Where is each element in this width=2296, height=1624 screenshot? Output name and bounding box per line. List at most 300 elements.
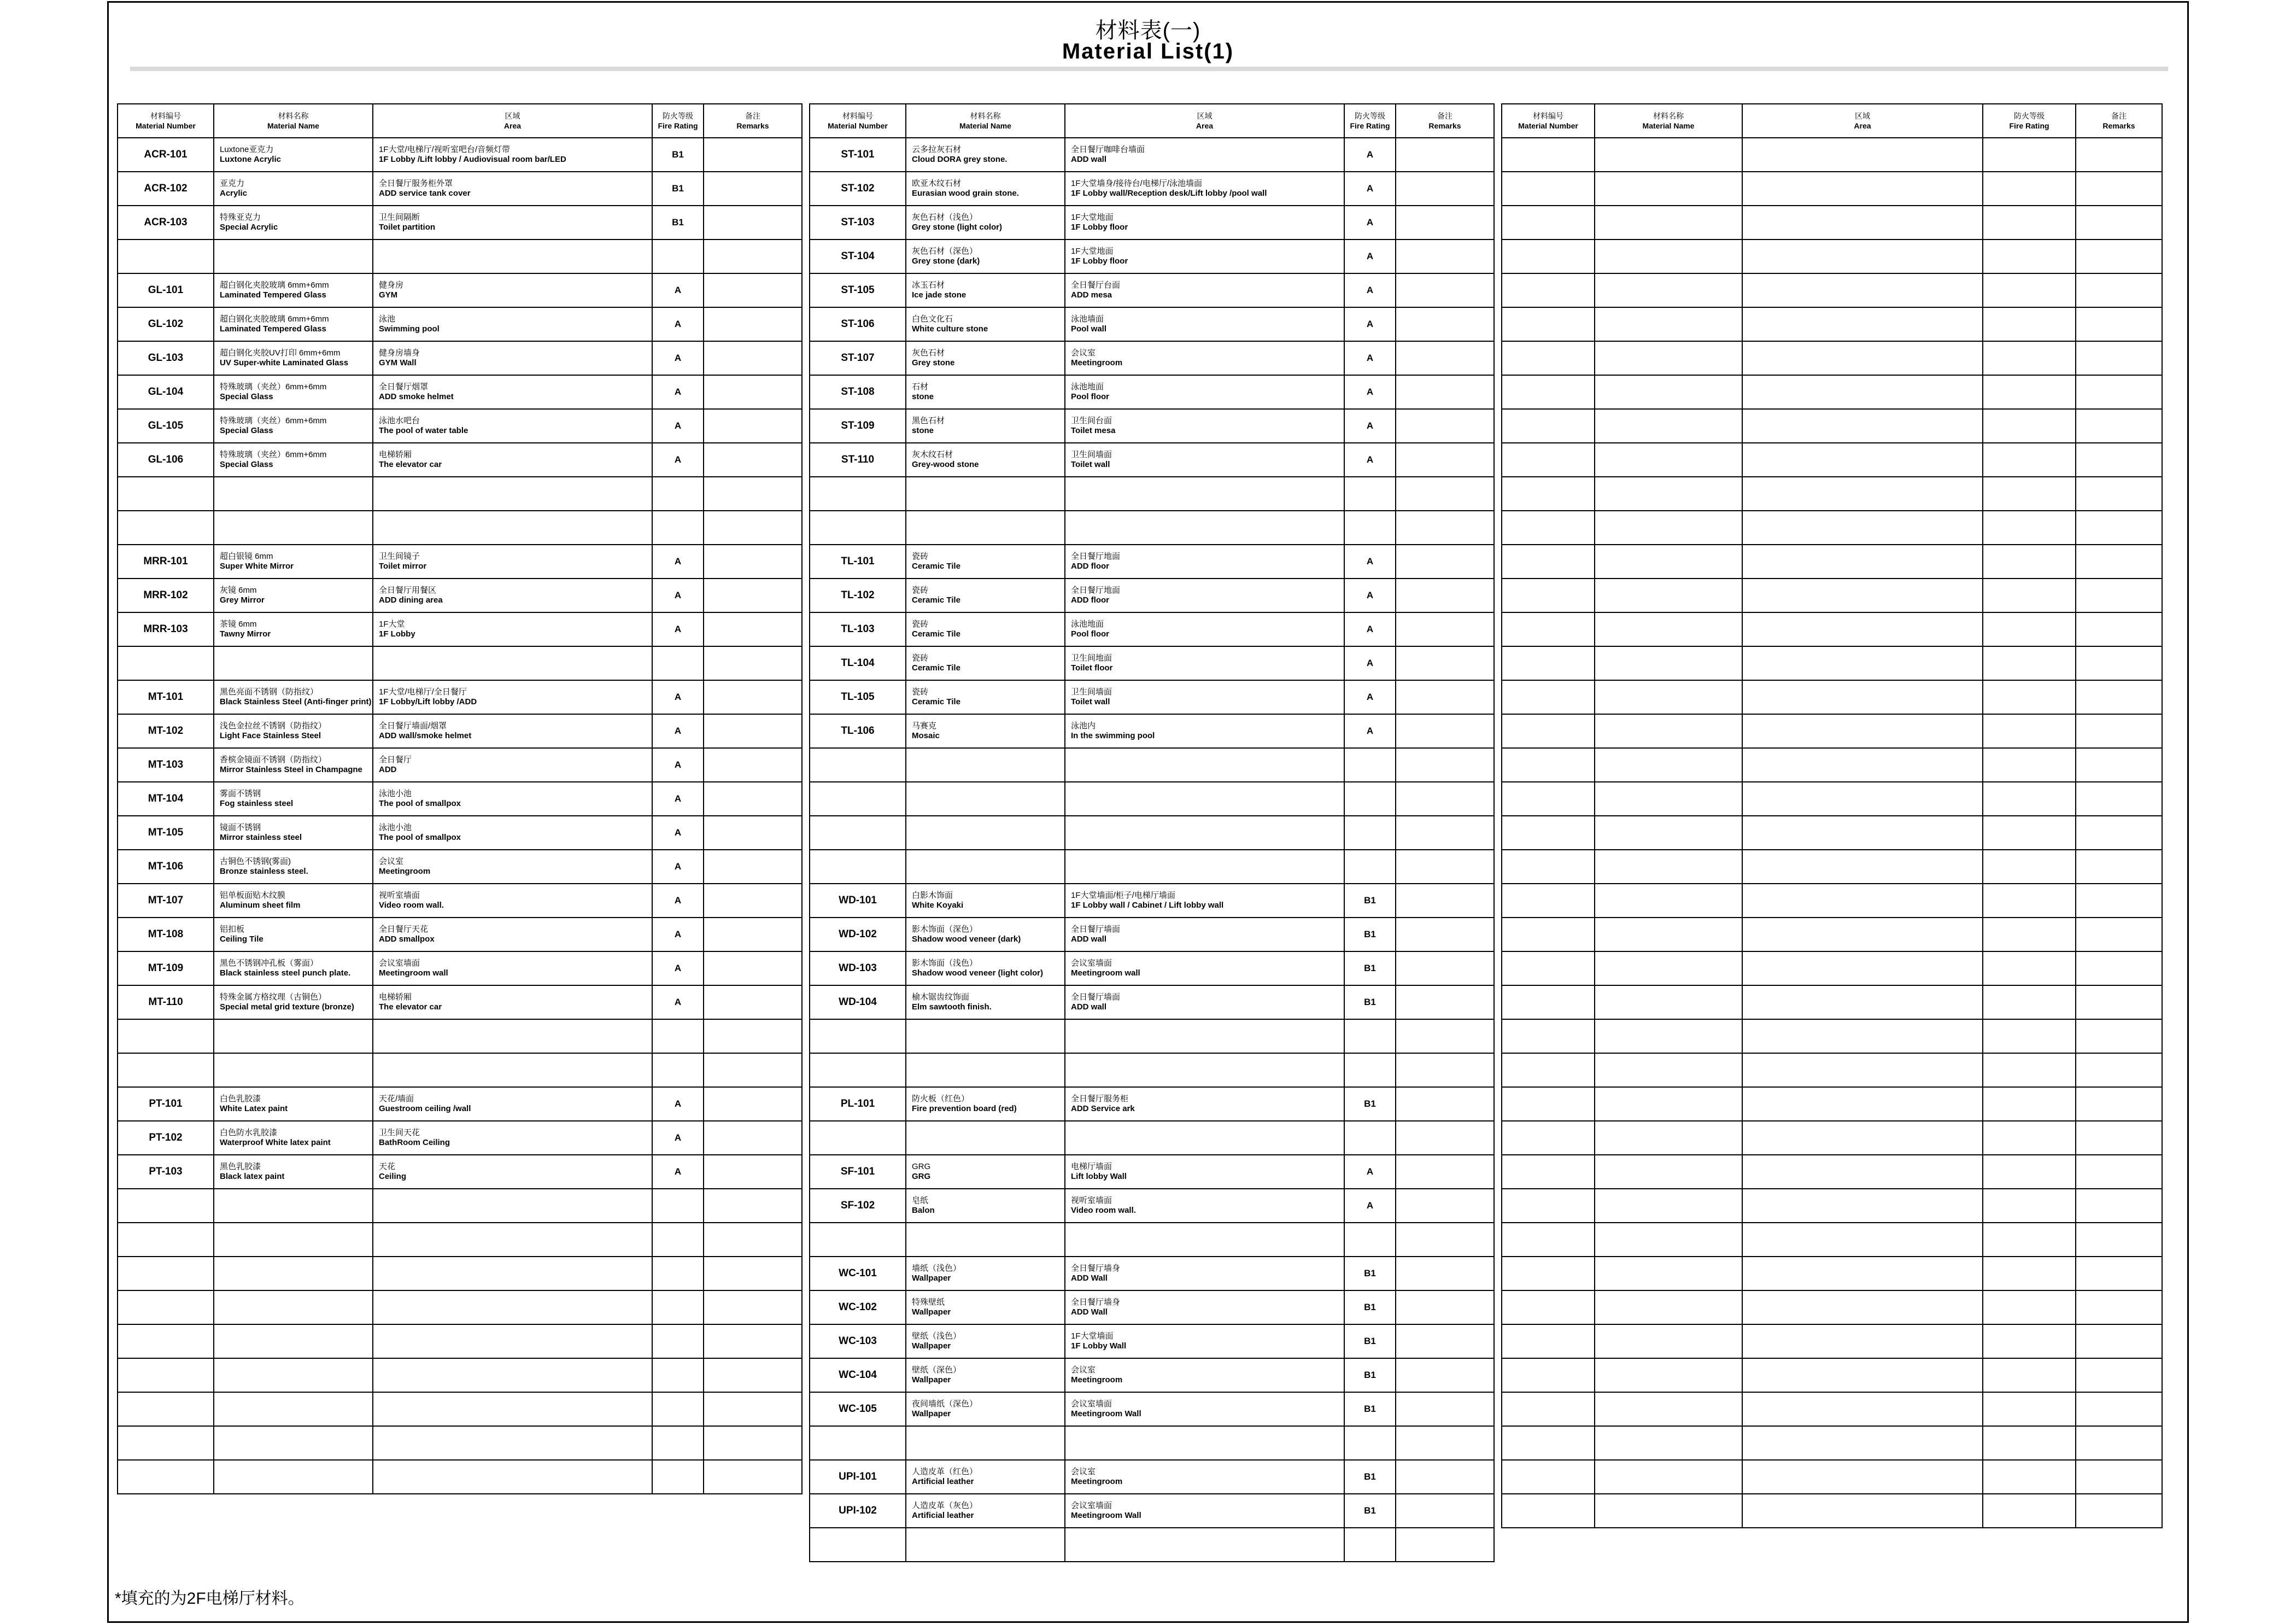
table-row xyxy=(118,443,802,477)
material-name-cell-en: Waterproof White latex paint xyxy=(220,1138,331,1147)
fire-rating-cell: B1 xyxy=(1344,1324,1396,1358)
area-cell-zh: 1F大堂墙面/柜子/电梯厅墙面 xyxy=(1071,891,1175,900)
remarks-cell xyxy=(2076,477,2162,511)
table-row xyxy=(1502,273,2162,307)
table-row xyxy=(810,714,1494,748)
remarks-cell xyxy=(704,206,802,239)
material-number-cell xyxy=(810,1019,906,1053)
material-number-cell xyxy=(1502,1460,1595,1494)
table-row xyxy=(810,1257,1494,1290)
material-name-cell-zh: 夜间墙纸（深色） xyxy=(912,1399,978,1409)
remarks-cell xyxy=(704,1223,802,1257)
material-number-cell xyxy=(1502,748,1595,782)
table-row xyxy=(1502,714,2162,748)
area-cell-zh: 会议室墙面 xyxy=(379,959,420,968)
material-name-cell-en: Laminated Tempered Glass xyxy=(220,324,326,334)
fire-rating-cell xyxy=(652,1426,704,1460)
material-name-cell xyxy=(214,884,373,918)
area-cell-en: Meetingroom xyxy=(379,867,431,876)
material-name-cell xyxy=(214,341,373,375)
fire-rating-cell: A xyxy=(652,545,704,579)
fire-rating-cell: A xyxy=(1344,172,1396,206)
area-cell xyxy=(1065,1358,1344,1392)
material-name-cell xyxy=(1595,579,1742,612)
table-row xyxy=(810,918,1494,951)
table-row xyxy=(810,409,1494,443)
material-name-cell xyxy=(214,273,373,307)
fire-rating-cell xyxy=(652,1290,704,1324)
area-cell-zh: 全日餐厅地面 xyxy=(1071,552,1121,561)
area-cell-en: Meetingroom xyxy=(1071,1375,1123,1385)
table-row xyxy=(118,1019,802,1053)
area-cell xyxy=(1065,409,1344,443)
area-cell xyxy=(373,951,652,985)
remarks-cell xyxy=(704,1290,802,1324)
material-number-cell xyxy=(118,1324,214,1358)
area-cell xyxy=(1742,1087,1983,1121)
material-number-cell: WD-101 xyxy=(810,884,906,918)
remarks-cell xyxy=(704,239,802,273)
table-row xyxy=(810,1426,1494,1460)
fire-rating-cell xyxy=(1983,409,2076,443)
table-row xyxy=(1502,443,2162,477)
material-name-cell xyxy=(906,1494,1065,1528)
fire-rating-cell xyxy=(1983,1053,2076,1087)
fire-rating-cell: A xyxy=(652,579,704,612)
material-number-cell xyxy=(1502,138,1595,172)
area-cell-zh: 卫生间镜子 xyxy=(379,552,420,561)
material-number-cell xyxy=(810,1223,906,1257)
area-cell-en: Toilet mesa xyxy=(1071,426,1116,435)
area-cell xyxy=(373,138,652,172)
remarks-cell xyxy=(1396,850,1494,884)
material-name-cell-en: Wallpaper xyxy=(912,1274,951,1283)
header-remarks xyxy=(1396,104,1494,138)
area-cell-zh: 全日餐厅 xyxy=(379,755,412,764)
material-name-cell xyxy=(214,1460,373,1494)
material-table xyxy=(117,103,803,1494)
remarks-cell xyxy=(704,782,802,816)
area-cell-en: The pool of smallpox xyxy=(379,799,461,808)
fire-rating-cell xyxy=(1983,1494,2076,1528)
fire-rating-cell xyxy=(652,1019,704,1053)
material-table xyxy=(1501,103,2163,1528)
table-row xyxy=(118,138,802,172)
table-row xyxy=(118,612,802,646)
header-fire-rating xyxy=(652,104,704,138)
table-row xyxy=(118,1257,802,1290)
table-row xyxy=(810,138,1494,172)
material-number-cell: MT-104 xyxy=(118,782,214,816)
area-cell-en: ADD Wall xyxy=(1071,1274,1108,1283)
remarks-cell xyxy=(704,951,802,985)
remarks-cell xyxy=(2076,1087,2162,1121)
material-name-cell xyxy=(214,748,373,782)
material-name-cell-en: Grey stone (light color) xyxy=(912,223,1003,232)
table-row xyxy=(1502,511,2162,545)
material-name-cell xyxy=(906,850,1065,884)
material-name-cell xyxy=(906,1528,1065,1562)
area-cell-zh: 全日餐厅地面 xyxy=(1071,586,1121,595)
material-number-cell xyxy=(118,1257,214,1290)
material-name-cell xyxy=(214,579,373,612)
table-row xyxy=(118,951,802,985)
header-label-zh: 材料编号 xyxy=(150,112,181,120)
material-name-cell xyxy=(906,884,1065,918)
table-row xyxy=(118,1392,802,1426)
table-row xyxy=(1502,1426,2162,1460)
material-name-cell xyxy=(214,680,373,714)
area-cell-en: ADD service tank cover xyxy=(379,189,471,198)
header-label-zh: 材料名称 xyxy=(970,112,1001,120)
remarks-cell xyxy=(704,341,802,375)
remarks-cell xyxy=(704,1358,802,1392)
material-number-cell: UPI-102 xyxy=(810,1494,906,1528)
fire-rating-cell xyxy=(1344,1528,1396,1562)
material-name-cell-zh: 壁纸（深色） xyxy=(912,1365,962,1375)
material-number-cell xyxy=(1502,477,1595,511)
remarks-cell xyxy=(704,612,802,646)
remarks-cell xyxy=(1396,1358,1494,1392)
area-cell-en: Video room wall. xyxy=(379,901,444,910)
fire-rating-cell xyxy=(1983,206,2076,239)
remarks-cell xyxy=(1396,680,1494,714)
table-row xyxy=(810,1019,1494,1053)
material-name-cell xyxy=(1595,782,1742,816)
material-number-cell xyxy=(1502,1223,1595,1257)
fire-rating-cell: B1 xyxy=(1344,918,1396,951)
area-cell xyxy=(1742,511,1983,545)
table-row xyxy=(810,884,1494,918)
table-row xyxy=(810,951,1494,985)
fire-rating-cell xyxy=(1983,1155,2076,1189)
area-cell xyxy=(1742,307,1983,341)
table-row xyxy=(118,1087,802,1121)
material-number-cell xyxy=(118,477,214,511)
material-name-cell-zh: GRG xyxy=(912,1162,931,1171)
table-row xyxy=(1502,1257,2162,1290)
header-label-zh: 区域 xyxy=(1197,112,1213,120)
material-name-cell-zh: 超白钢化夹胶UV打印 6mm+6mm xyxy=(220,348,341,358)
material-name-cell-zh: 黑色乳胶漆 xyxy=(220,1162,261,1171)
fire-rating-cell xyxy=(652,477,704,511)
material-name-cell-zh: 雾面不锈钢 xyxy=(220,789,261,798)
material-number-cell xyxy=(810,850,906,884)
header-label-en: Material Name xyxy=(959,121,1011,130)
footnote: *填充的为2F电梯厅材料。 xyxy=(115,1590,304,1608)
area-cell xyxy=(1065,273,1344,307)
area-cell-zh: 天花 xyxy=(379,1162,396,1171)
area-cell-en: Toilet wall xyxy=(1071,697,1110,706)
material-name-cell xyxy=(214,1290,373,1324)
area-cell xyxy=(1065,646,1344,680)
fire-rating-cell: B1 xyxy=(1344,951,1396,985)
material-number-cell: MT-109 xyxy=(118,951,214,985)
material-name-cell-en: Special metal grid texture (bronze) xyxy=(220,1002,354,1012)
material-name-cell-zh: 铝单板面贴木纹膜 xyxy=(220,891,286,900)
remarks-cell xyxy=(1396,239,1494,273)
material-name-cell-zh: 壁纸（浅色） xyxy=(912,1331,962,1341)
area-cell-en: Meetingroom Wall xyxy=(1071,1409,1141,1418)
table-row xyxy=(810,172,1494,206)
remarks-cell xyxy=(2076,138,2162,172)
material-name-cell-zh: 瓷砖 xyxy=(912,653,929,663)
fire-rating-cell xyxy=(1983,1324,2076,1358)
area-cell xyxy=(1742,714,1983,748)
area-cell-en: Pool floor xyxy=(1071,629,1109,639)
fire-rating-cell: A xyxy=(652,612,704,646)
material-name-cell xyxy=(906,1460,1065,1494)
material-number-cell xyxy=(118,1392,214,1426)
material-name-cell-en: Special Glass xyxy=(220,426,273,435)
material-name-cell xyxy=(214,646,373,680)
remarks-cell xyxy=(1396,1426,1494,1460)
fire-rating-cell xyxy=(1983,1392,2076,1426)
remarks-cell xyxy=(2076,816,2162,850)
material-name-cell xyxy=(214,307,373,341)
material-number-cell: MT-107 xyxy=(118,884,214,918)
material-number-cell xyxy=(1502,918,1595,951)
table-row xyxy=(810,477,1494,511)
table-row xyxy=(810,273,1494,307)
material-number-cell: MRR-101 xyxy=(118,545,214,579)
table-row xyxy=(1502,1358,2162,1392)
remarks-cell xyxy=(2076,918,2162,951)
material-number-cell: WC-104 xyxy=(810,1358,906,1392)
area-cell xyxy=(373,341,652,375)
area-cell-en: 1F Lobby/Lift lobby /ADD xyxy=(379,697,477,706)
header-material-name xyxy=(1595,104,1742,138)
table-row xyxy=(810,816,1494,850)
table-row xyxy=(810,1460,1494,1494)
remarks-cell xyxy=(2076,341,2162,375)
material-number-cell xyxy=(1502,545,1595,579)
header-material-name xyxy=(906,104,1065,138)
material-number-cell: MRR-102 xyxy=(118,579,214,612)
remarks-cell xyxy=(1396,1189,1494,1223)
fire-rating-cell: A xyxy=(652,714,704,748)
material-number-cell xyxy=(118,511,214,545)
material-number-cell: PT-103 xyxy=(118,1155,214,1189)
table-row xyxy=(810,1528,1494,1562)
remarks-cell xyxy=(1396,1121,1494,1155)
material-name-cell-zh: 榆木锯齿纹饰面 xyxy=(912,992,970,1002)
table-row xyxy=(810,1392,1494,1426)
area-cell xyxy=(373,206,652,239)
area-cell xyxy=(1065,884,1344,918)
material-name-cell-en: White culture stone xyxy=(912,324,988,334)
area-cell xyxy=(1065,1494,1344,1528)
material-name-cell xyxy=(1595,545,1742,579)
table-row xyxy=(1502,239,2162,273)
material-number-cell xyxy=(810,748,906,782)
table-row xyxy=(1502,782,2162,816)
material-name-cell xyxy=(906,443,1065,477)
material-name-cell-zh: 特殊壁纸 xyxy=(912,1298,945,1307)
area-cell-zh: 会议室墙面 xyxy=(1071,959,1112,968)
remarks-cell xyxy=(2076,1426,2162,1460)
material-name-cell xyxy=(214,443,373,477)
fire-rating-cell: A xyxy=(652,918,704,951)
area-cell-zh: 天花/墙面 xyxy=(379,1094,414,1103)
header-material-number xyxy=(810,104,906,138)
table-row xyxy=(1502,1392,2162,1426)
table-row xyxy=(118,985,802,1019)
material-name-cell-zh: 铝扣板 xyxy=(220,925,245,934)
material-number-cell xyxy=(118,1019,214,1053)
material-name-cell-zh: 特殊玻璃（夹丝）6mm+6mm xyxy=(220,416,327,425)
area-cell xyxy=(1742,850,1983,884)
material-number-cell xyxy=(118,1460,214,1494)
material-name-cell xyxy=(1595,1019,1742,1053)
material-number-cell: ACR-103 xyxy=(118,206,214,239)
material-name-cell xyxy=(1595,612,1742,646)
fire-rating-cell: A xyxy=(1344,239,1396,273)
material-name-cell-zh: 瓷砖 xyxy=(912,620,929,629)
table-row xyxy=(1502,1087,2162,1121)
material-name-cell xyxy=(906,918,1065,951)
table-row xyxy=(1502,545,2162,579)
area-cell-zh: 泳池内 xyxy=(1071,721,1096,731)
material-number-cell: MT-110 xyxy=(118,985,214,1019)
material-name-cell xyxy=(1595,239,1742,273)
material-name-cell-en: Aluminum sheet film xyxy=(220,901,301,910)
material-name-cell xyxy=(1595,443,1742,477)
table-row xyxy=(118,511,802,545)
table-row xyxy=(810,782,1494,816)
material-name-cell xyxy=(906,1426,1065,1460)
area-cell-en: Toilet partition xyxy=(379,223,436,232)
area-cell xyxy=(1742,1257,1983,1290)
material-number-cell xyxy=(1502,985,1595,1019)
material-name-cell-en: Ceramic Tile xyxy=(912,629,960,639)
area-cell-zh: 1F大堂 xyxy=(379,620,405,629)
area-cell-zh: 会议室 xyxy=(1071,1365,1096,1375)
material-name-cell-en: Artificial leather xyxy=(912,1477,974,1486)
fire-rating-cell xyxy=(652,1460,704,1494)
material-name-cell xyxy=(906,1189,1065,1223)
remarks-cell xyxy=(704,748,802,782)
fire-rating-cell xyxy=(1983,172,2076,206)
area-cell xyxy=(1742,1290,1983,1324)
table-row xyxy=(810,511,1494,545)
table-row xyxy=(118,273,802,307)
area-cell-en: 1F Lobby wall/Reception desk/Lift lobby /pool wall xyxy=(1071,189,1267,198)
material-name-cell xyxy=(214,951,373,985)
remarks-cell xyxy=(1396,545,1494,579)
area-cell xyxy=(1065,1155,1344,1189)
remarks-cell xyxy=(2076,884,2162,918)
table-row xyxy=(810,1290,1494,1324)
remarks-cell xyxy=(2076,1019,2162,1053)
area-cell xyxy=(1742,1392,1983,1426)
table-row xyxy=(1502,307,2162,341)
material-number-cell: ST-110 xyxy=(810,443,906,477)
material-name-cell-en: Shadow wood veneer (light color) xyxy=(912,968,1044,978)
area-cell xyxy=(1065,1257,1344,1290)
header-label-en: Material Number xyxy=(136,121,196,130)
remarks-cell xyxy=(2076,985,2162,1019)
area-cell-zh: 会议室墙面 xyxy=(1071,1399,1112,1409)
material-number-cell xyxy=(1502,1290,1595,1324)
area-cell xyxy=(1742,782,1983,816)
material-number-cell: TL-103 xyxy=(810,612,906,646)
material-name-cell-zh: 皂纸 xyxy=(912,1196,929,1205)
header-label-en: Area xyxy=(503,121,522,130)
material-number-cell xyxy=(1502,1494,1595,1528)
area-cell-zh: 卫生间天花 xyxy=(379,1128,420,1137)
area-cell xyxy=(373,850,652,884)
material-number-cell: MT-103 xyxy=(118,748,214,782)
material-number-cell: GL-105 xyxy=(118,409,214,443)
area-cell xyxy=(1742,1189,1983,1223)
remarks-cell xyxy=(1396,646,1494,680)
table-row xyxy=(1502,1189,2162,1223)
fire-rating-cell xyxy=(652,1189,704,1223)
area-cell-zh: 泳池小池 xyxy=(379,789,412,798)
remarks-cell xyxy=(1396,918,1494,951)
material-name-cell xyxy=(1595,1392,1742,1426)
area-cell-en: 1F Lobby floor xyxy=(1071,256,1128,266)
material-name-cell-en: Ceiling Tile xyxy=(220,934,263,944)
remarks-cell xyxy=(704,579,802,612)
material-name-cell-zh: 白影木饰面 xyxy=(912,891,953,900)
area-cell-zh: 视听室墙面 xyxy=(1071,1196,1112,1205)
material-number-cell xyxy=(1502,341,1595,375)
area-cell xyxy=(1065,714,1344,748)
material-number-cell: WD-104 xyxy=(810,985,906,1019)
material-number-cell xyxy=(118,1358,214,1392)
material-name-cell-en: Acrylic xyxy=(220,189,248,198)
material-number-cell: ST-103 xyxy=(810,206,906,239)
material-name-cell xyxy=(214,477,373,511)
material-name-cell xyxy=(906,409,1065,443)
material-name-cell-en: Ceramic Tile xyxy=(912,663,960,673)
area-cell xyxy=(1742,884,1983,918)
table-row xyxy=(1502,138,2162,172)
area-cell xyxy=(1065,985,1344,1019)
remarks-cell xyxy=(704,273,802,307)
material-number-cell: GL-106 xyxy=(118,443,214,477)
material-name-cell xyxy=(906,612,1065,646)
area-cell xyxy=(1065,816,1344,850)
material-name-cell xyxy=(214,239,373,273)
table-row xyxy=(118,1290,802,1324)
area-cell xyxy=(1065,782,1344,816)
area-cell xyxy=(373,1155,652,1189)
material-number-cell: MT-106 xyxy=(118,850,214,884)
table-row xyxy=(118,206,802,239)
table-row xyxy=(1502,612,2162,646)
material-name-cell xyxy=(1595,1257,1742,1290)
material-number-cell xyxy=(1502,1257,1595,1290)
material-name-cell-zh: 冰玉石材 xyxy=(912,281,945,290)
remarks-cell xyxy=(2076,1358,2162,1392)
remarks-cell xyxy=(2076,1189,2162,1223)
table-row xyxy=(810,748,1494,782)
remarks-cell xyxy=(2076,612,2162,646)
area-cell-en: GYM xyxy=(379,290,398,300)
material-number-cell xyxy=(1502,1189,1595,1223)
material-name-cell-zh: 特殊亚克力 xyxy=(220,213,261,222)
area-cell xyxy=(373,1358,652,1392)
material-name-cell xyxy=(214,985,373,1019)
table-row xyxy=(1502,1324,2162,1358)
table-row xyxy=(810,680,1494,714)
fire-rating-cell xyxy=(1983,273,2076,307)
material-name-cell xyxy=(214,1324,373,1358)
area-cell xyxy=(373,1324,652,1358)
